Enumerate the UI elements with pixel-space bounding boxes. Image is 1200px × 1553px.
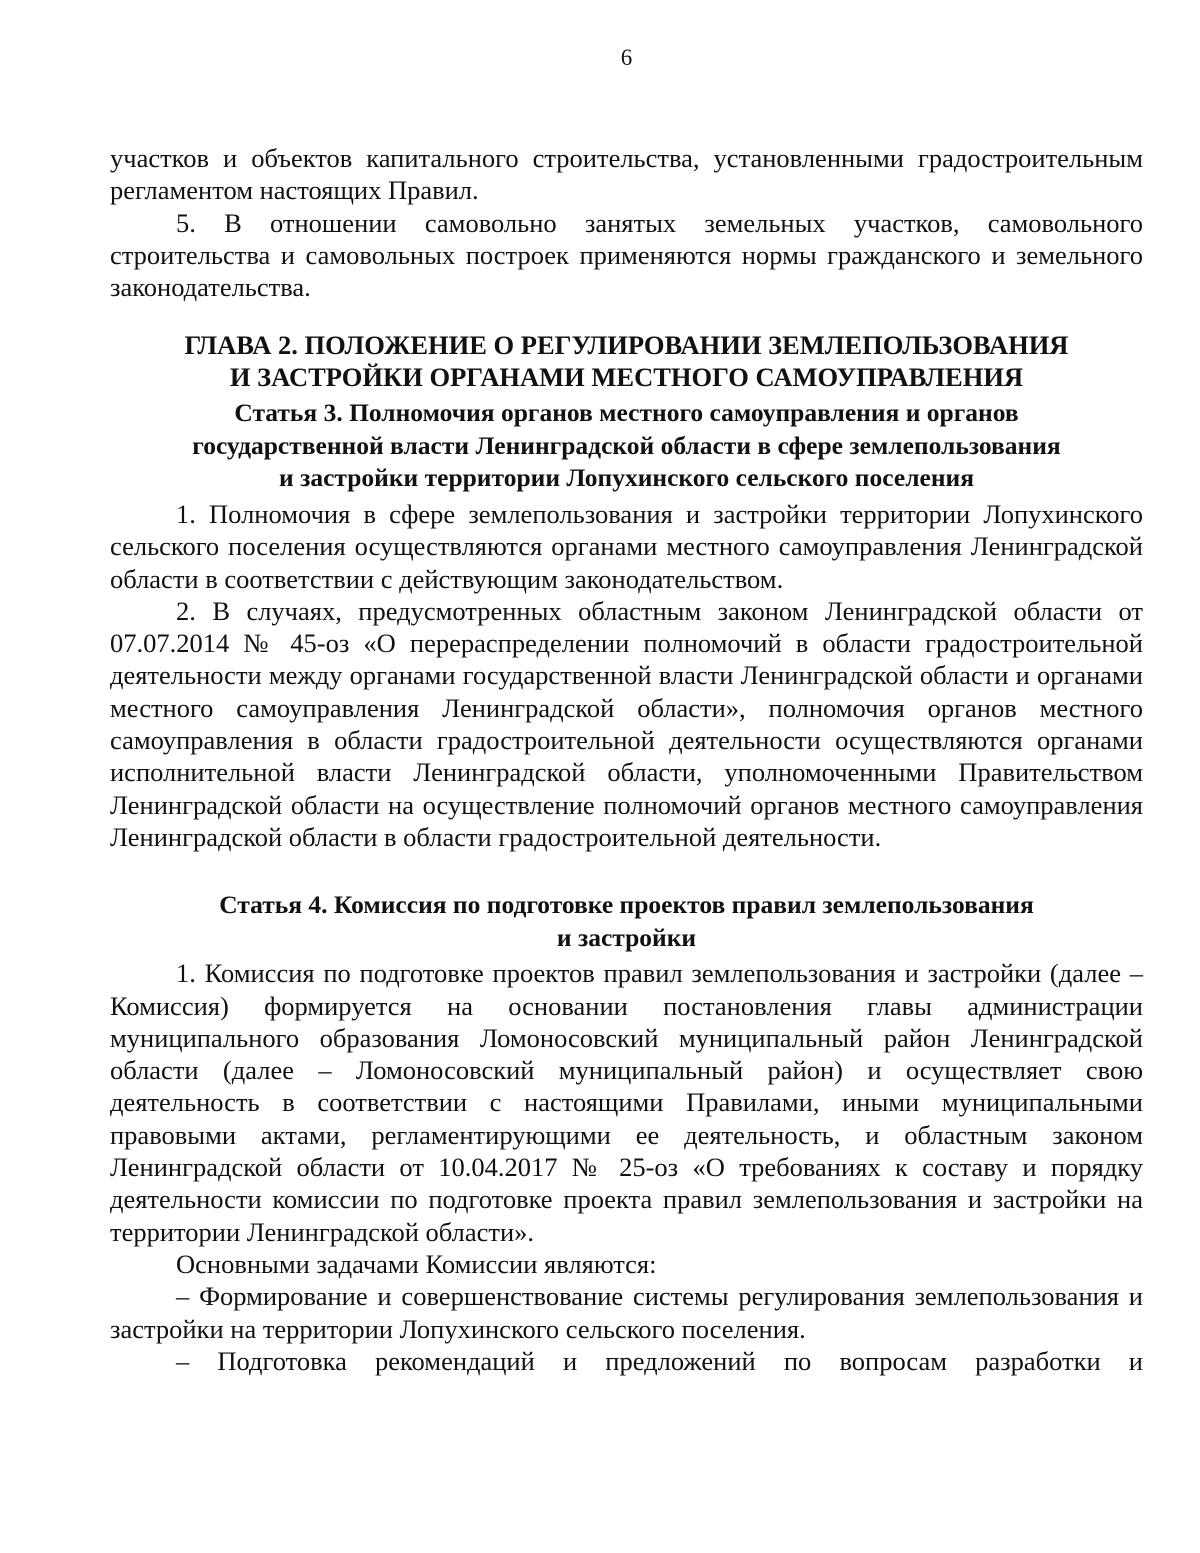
page-number: 6 (620, 45, 633, 70)
document-page (110, 0, 1143, 1553)
chapter-title-line-1: ГЛАВА 2. ПОЛОЖЕНИЕ О РЕГУЛИРОВАНИИ ЗЕМЛЕПОЛЬЗОВАНИЯ (184, 330, 1069, 361)
article-4-task-1: – Формирование и совершенствование системы регулирования землепользования и застройки на территории Лопухинского сельского поселения. (110, 1281, 1143, 1344)
article-4-tasks-intro: Основными задачами Комиссии являются: (176, 1248, 657, 1279)
article-4-title-line-1: Статья 4. Комиссия по подготовке проектов правил землепользования (219, 890, 1034, 920)
chapter-title-line-2: И ЗАСТРОЙКИ ОРГАНАМИ МЕСТНОГО САМОУПРАВЛЕНИЯ (229, 362, 1024, 393)
paragraph-item-5: 5. В отношении самовольно занятых земельных участков, самовольного строительства и самовольных построек применяются нормы гражданского и земельного законодательства. (110, 207, 1143, 303)
paragraph-continuation: участков и объектов капитального строительства, установленными градостроительным регламентом настоящих Правил. (110, 143, 1143, 206)
article-4-title-line-2: и застройки (556, 922, 697, 952)
article-3-title-line-1: Статья 3. Полномочия органов местного самоуправления и органов (234, 398, 1019, 428)
article-3-title-line-2: государственной власти Ленинградской области в сфере землепользования (192, 430, 1061, 460)
page-content (110, 142, 1143, 1377)
article-4-item-1: 1. Комиссия по подготовке проектов правил землепользования и застройки (далее – Комиссия) формируется на основании постановления главы администрации муниципального образования Ломоносовский муниципальный район Ленинградской области (далее – Ломоносовский муниципальный район) и осуществляет свою деятельность в соответствии с настоящими Правилами, иными муниципальными правовыми актами, регламентирующими ее деятельность, и областным законом Ленинградской области от 10.04.2017 № 25-оз «О требованиях к составу и порядку деятельности комиссии по подготовке проекта правил землепользования и застройки на территории Ленинградской области». (110, 958, 1143, 1247)
chapter-title (110, 329, 1143, 393)
article-3-title-line-3: и застройки территории Лопухинского сельского поселения (279, 463, 974, 493)
article-4-title (110, 889, 1143, 954)
article-3-item-2: 2. В случаях, предусмотренных областным законом Ленинградской области от 07.07.2014 № 45-оз «О перераспределении полномочий в области градостроительной деятельности между органами государственной власти Ленинградской области и органами местного самоуправления Ленинградской области», полномочия органов местного самоуправления в области градостроительной деятельности осуществляются органами исполнительной власти Ленинградской области, уполномоченными Правительством Ленинградской области на осуществление полномочий органов местного самоуправления Ленинградской области в области градостроительной деятельности. (110, 595, 1143, 852)
article-3-title (110, 397, 1143, 495)
article-4-task-2: – Подготовка рекомендаций и предложений по вопросам разработки и (176, 1345, 1143, 1376)
article-3-item-1: 1. Полномочия в сфере землепользования и застройки территории Лопухинского сельского поселения осуществляются органами местного самоуправления Ленинградской области в соответствии с действующим законодательством. (110, 498, 1143, 594)
